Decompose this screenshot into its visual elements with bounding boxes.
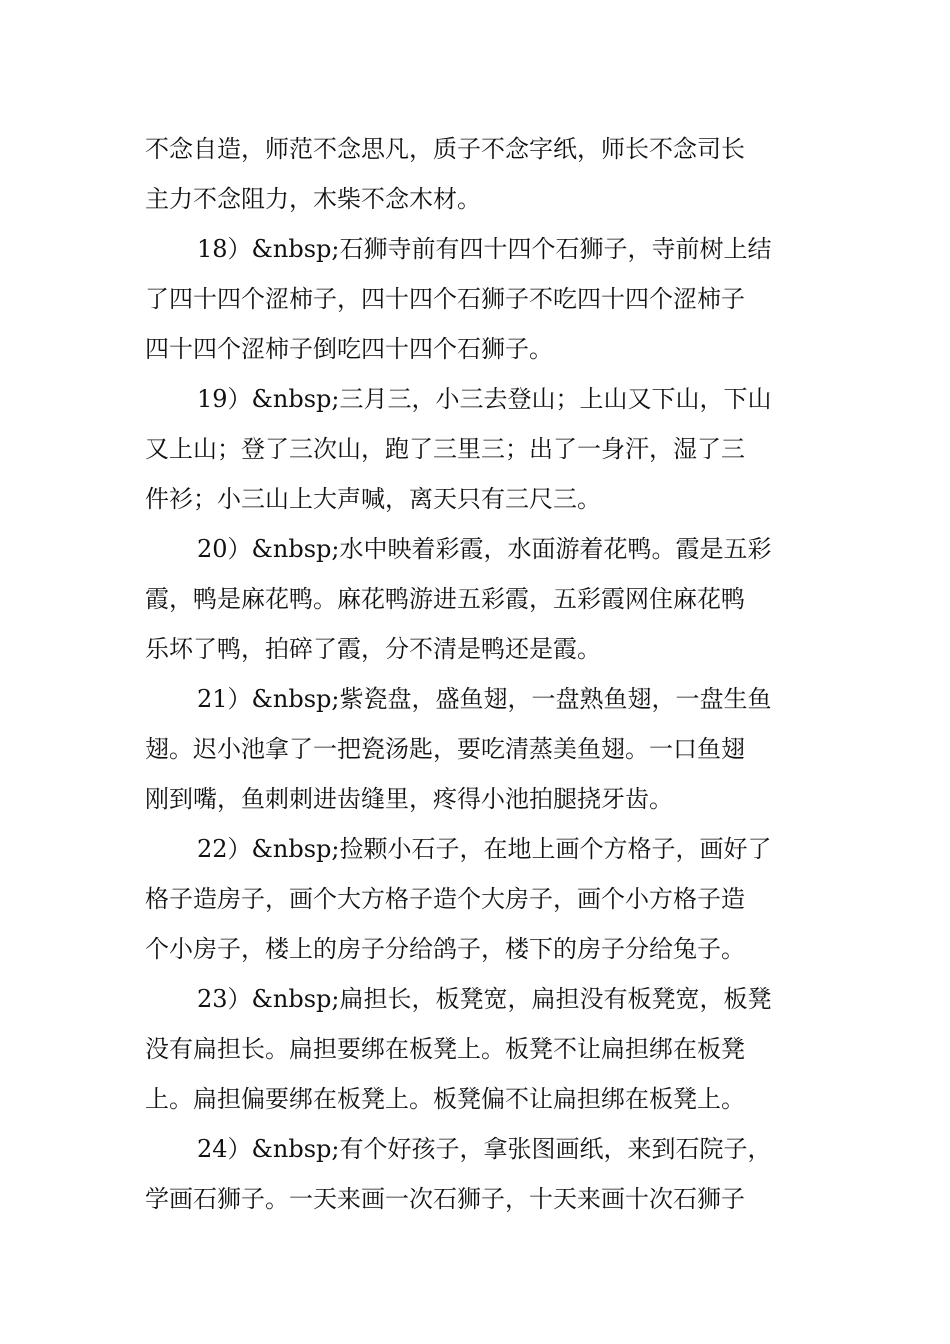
text-line: 翅。迟小池拿了一把瓷汤匙，要吃清蒸美鱼翅。一口鱼翅 bbox=[145, 735, 745, 763]
paragraph-item-18 bbox=[145, 224, 810, 374]
text-line: 不念自造，师范不念思凡，质子不念字纸，师长不念司长 bbox=[145, 135, 745, 163]
text-line: 霞，鸭是麻花鸭。麻花鸭游进五彩霞，五彩霞网住麻花鸭 bbox=[145, 585, 745, 613]
text-line: 乐坏了鸭，拍碎了霞，分不清是鸭还是霞。 bbox=[145, 635, 601, 663]
text-line: 21）&nbsp;紫瓷盘，盛鱼翅，一盘熟鱼翅，一盘生鱼 bbox=[197, 685, 772, 713]
text-line: 件衫；小三山上大声喊，离天只有三尺三。 bbox=[145, 485, 601, 513]
text-line: 了四十四个涩柿子，四十四个石狮子不吃四十四个涩柿子 bbox=[145, 285, 745, 313]
paragraph-item-20 bbox=[145, 524, 810, 674]
text-line: 23）&nbsp;扁担长，板凳宽，扁担没有板凳宽，板凳 bbox=[197, 985, 772, 1013]
text-line: 主力不念阻力，木柴不念木材。 bbox=[145, 185, 481, 213]
text-line: 上。扁担偏要绑在板凳上。板凳偏不让扁担绑在板凳上。 bbox=[145, 1085, 745, 1113]
document-page bbox=[145, 124, 810, 1224]
text-line: 没有扁担长。扁担要绑在板凳上。板凳不让扁担绑在板凳 bbox=[145, 1035, 745, 1063]
paragraph-continuation bbox=[145, 124, 810, 224]
paragraph-item-19 bbox=[145, 374, 810, 524]
paragraph-item-23 bbox=[145, 974, 810, 1124]
text-line: 学画石狮子。一天来画一次石狮子，十天来画十次石狮子 bbox=[145, 1185, 745, 1213]
text-line: 24）&nbsp;有个好孩子，拿张图画纸，来到石院子， bbox=[197, 1135, 772, 1163]
text-line: 22）&nbsp;捡颗小石子，在地上画个方格子，画好了 bbox=[197, 835, 772, 863]
paragraph-item-24 bbox=[145, 1124, 810, 1224]
text-line: 个小房子，楼上的房子分给鸽子，楼下的房子分给兔子。 bbox=[145, 935, 745, 963]
text-line: 刚到嘴，鱼刺刺进齿缝里，疼得小池拍腿挠牙齿。 bbox=[145, 785, 673, 813]
text-line: 四十四个涩柿子倒吃四十四个石狮子。 bbox=[145, 335, 553, 363]
text-line: 格子造房子，画个大方格子造个大房子，画个小方格子造 bbox=[145, 885, 745, 913]
text-line: 又上山；登了三次山，跑了三里三；出了一身汗，湿了三 bbox=[145, 435, 745, 463]
paragraph-item-21 bbox=[145, 674, 810, 824]
text-line: 18）&nbsp;石狮寺前有四十四个石狮子，寺前树上结 bbox=[197, 235, 772, 263]
text-line: 20）&nbsp;水中映着彩霞，水面游着花鸭。霞是五彩 bbox=[197, 535, 772, 563]
paragraph-item-22 bbox=[145, 824, 810, 974]
text-line: 19）&nbsp;三月三，小三去登山；上山又下山，下山 bbox=[197, 385, 772, 413]
